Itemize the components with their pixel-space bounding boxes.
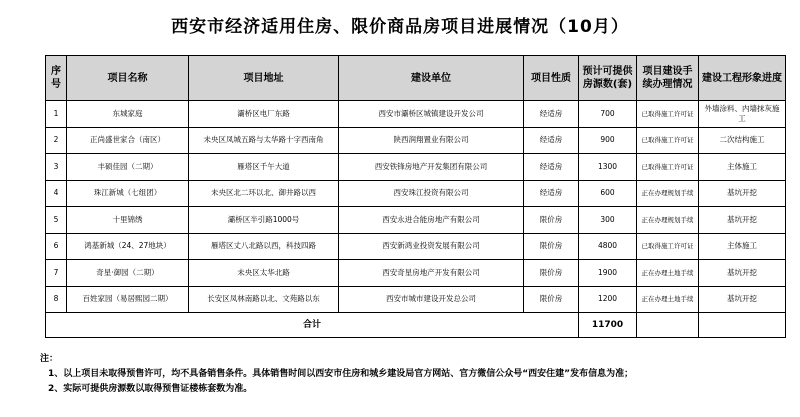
cell-developer: 陕西润翔置业有限公司 xyxy=(339,127,524,154)
cell-developer: 西安奇星房地产开发有限公司 xyxy=(339,260,524,287)
cell-type: 限价房 xyxy=(524,260,579,287)
cell-seq: 1 xyxy=(46,101,67,128)
cell-units: 1900 xyxy=(579,260,637,287)
cell-seq: 3 xyxy=(46,154,67,181)
cell-type: 限价房 xyxy=(524,207,579,234)
table-row xyxy=(46,207,786,234)
total-empty-permit xyxy=(637,313,699,338)
cell-name: 十里锦绣 xyxy=(67,207,189,234)
cell-progress: 基坑开挖 xyxy=(699,207,786,234)
cell-permit: 已取得施工许可证 xyxy=(637,127,699,154)
cell-name: 百姓家园（易居熙园二期） xyxy=(67,286,189,313)
cell-name: 鸿基新城（24、27地块） xyxy=(67,233,189,260)
cell-type: 经适房 xyxy=(524,180,579,207)
cell-type: 经适房 xyxy=(524,154,579,181)
cell-seq: 6 xyxy=(46,233,67,260)
table-row xyxy=(46,260,786,287)
cell-type: 经适房 xyxy=(524,101,579,128)
cell-type: 限价房 xyxy=(524,233,579,260)
note-1: 1、以上项目未取得预售许可，均不具备销售条件。具体销售时间以西安市住房和城乡建设局官方网站、官方微信公众号“西安住建”发布信息为准； xyxy=(48,369,634,379)
cell-address: 未央区凤城五路与太华路十字西南角 xyxy=(189,127,339,154)
cell-address: 雁塔区丈八北路以西，科技四路 xyxy=(189,233,339,260)
cell-developer: 西安铁锋房地产开发集团有限公司 xyxy=(339,154,524,181)
cell-address: 灞桥区电厂东路 xyxy=(189,101,339,128)
cell-permit: 已取得施工许可证 xyxy=(637,233,699,260)
header-units: 预计可提供房源数(套) xyxy=(579,56,637,101)
cell-address: 未央区太华北路 xyxy=(189,260,339,287)
cell-progress: 主体施工 xyxy=(699,233,786,260)
cell-units: 700 xyxy=(579,101,637,128)
cell-seq: 5 xyxy=(46,207,67,234)
cell-developer: 西安珠江投资有限公司 xyxy=(339,180,524,207)
total-label: 合计 xyxy=(46,313,579,338)
cell-permit: 已取得施工许可证 xyxy=(637,101,699,128)
header-address: 项目地址 xyxy=(189,56,339,101)
cell-name: 珠江新城（七组团） xyxy=(67,180,189,207)
cell-name: 正尚盛世家合（南区） xyxy=(67,127,189,154)
cell-units: 600 xyxy=(579,180,637,207)
cell-name: 东城家庭 xyxy=(67,101,189,128)
cell-progress: 基坑开挖 xyxy=(699,180,786,207)
cell-seq: 8 xyxy=(46,286,67,313)
cell-progress: 主体施工 xyxy=(699,154,786,181)
notes-heading: 注： xyxy=(40,354,59,364)
table-row xyxy=(46,154,786,181)
table-header-row xyxy=(46,56,786,101)
table-row xyxy=(46,101,786,128)
cell-permit: 正在办理规划手续 xyxy=(637,180,699,207)
cell-address: 未央区北二环以北、御井路以西 xyxy=(189,180,339,207)
cell-name: 奇星·御园（二期） xyxy=(67,260,189,287)
total-units: 11700 xyxy=(579,313,637,338)
cell-address: 长安区凤林南路以北、文苑路以东 xyxy=(189,286,339,313)
cell-seq: 7 xyxy=(46,260,67,287)
cell-permit: 正在办理规划手续 xyxy=(637,207,699,234)
cell-units: 1200 xyxy=(579,286,637,313)
cell-developer: 西安市城市建设开发总公司 xyxy=(339,286,524,313)
cell-address: 雁塔区千午大道 xyxy=(189,154,339,181)
cell-units: 900 xyxy=(579,127,637,154)
total-empty-progress xyxy=(699,313,786,338)
cell-permit: 正在办理土地手续 xyxy=(637,260,699,287)
cell-permit: 已取得施工许可证 xyxy=(637,154,699,181)
cell-name: 丰硕佳园（二期） xyxy=(67,154,189,181)
cell-developer: 西安永进合能房地产有限公司 xyxy=(339,207,524,234)
total-row xyxy=(46,313,786,338)
cell-units: 4800 xyxy=(579,233,637,260)
header-type: 项目性质 xyxy=(524,56,579,101)
notes xyxy=(40,352,800,397)
header-permit: 项目建设手续办理情况 xyxy=(637,56,699,101)
cell-developer: 西安市灞桥区城镇建设开发公司 xyxy=(339,101,524,128)
cell-type: 限价房 xyxy=(524,286,579,313)
cell-permit: 正在办理土地手续 xyxy=(637,286,699,313)
cell-progress: 基坑开挖 xyxy=(699,286,786,313)
header-seq: 序号 xyxy=(46,56,67,101)
note-2: 2、实际可提供房源数以取得预售证楼栋套数为准。 xyxy=(48,384,253,394)
cell-progress: 基坑开挖 xyxy=(699,260,786,287)
cell-seq: 4 xyxy=(46,180,67,207)
table-row xyxy=(46,286,786,313)
cell-progress: 二次结构施工 xyxy=(699,127,786,154)
cell-units: 1300 xyxy=(579,154,637,181)
cell-type: 经适房 xyxy=(524,127,579,154)
page-title: 西安市经济适用住房、限价商品房项目进展情况（10月） xyxy=(171,17,629,37)
projects-table xyxy=(45,55,786,338)
header-progress: 建设工程形象进度 xyxy=(699,56,786,101)
header-name: 项目名称 xyxy=(67,56,189,101)
cell-units: 300 xyxy=(579,207,637,234)
table-row xyxy=(46,127,786,154)
cell-seq: 2 xyxy=(46,127,67,154)
cell-address: 灞桥区半引路1000号 xyxy=(189,207,339,234)
cell-progress: 外墙涂料、内墙抹灰施工 xyxy=(699,101,786,128)
header-developer: 建设单位 xyxy=(339,56,524,101)
table-row xyxy=(46,233,786,260)
cell-developer: 西安新鸿业投资发展有限公司 xyxy=(339,233,524,260)
table-row xyxy=(46,180,786,207)
